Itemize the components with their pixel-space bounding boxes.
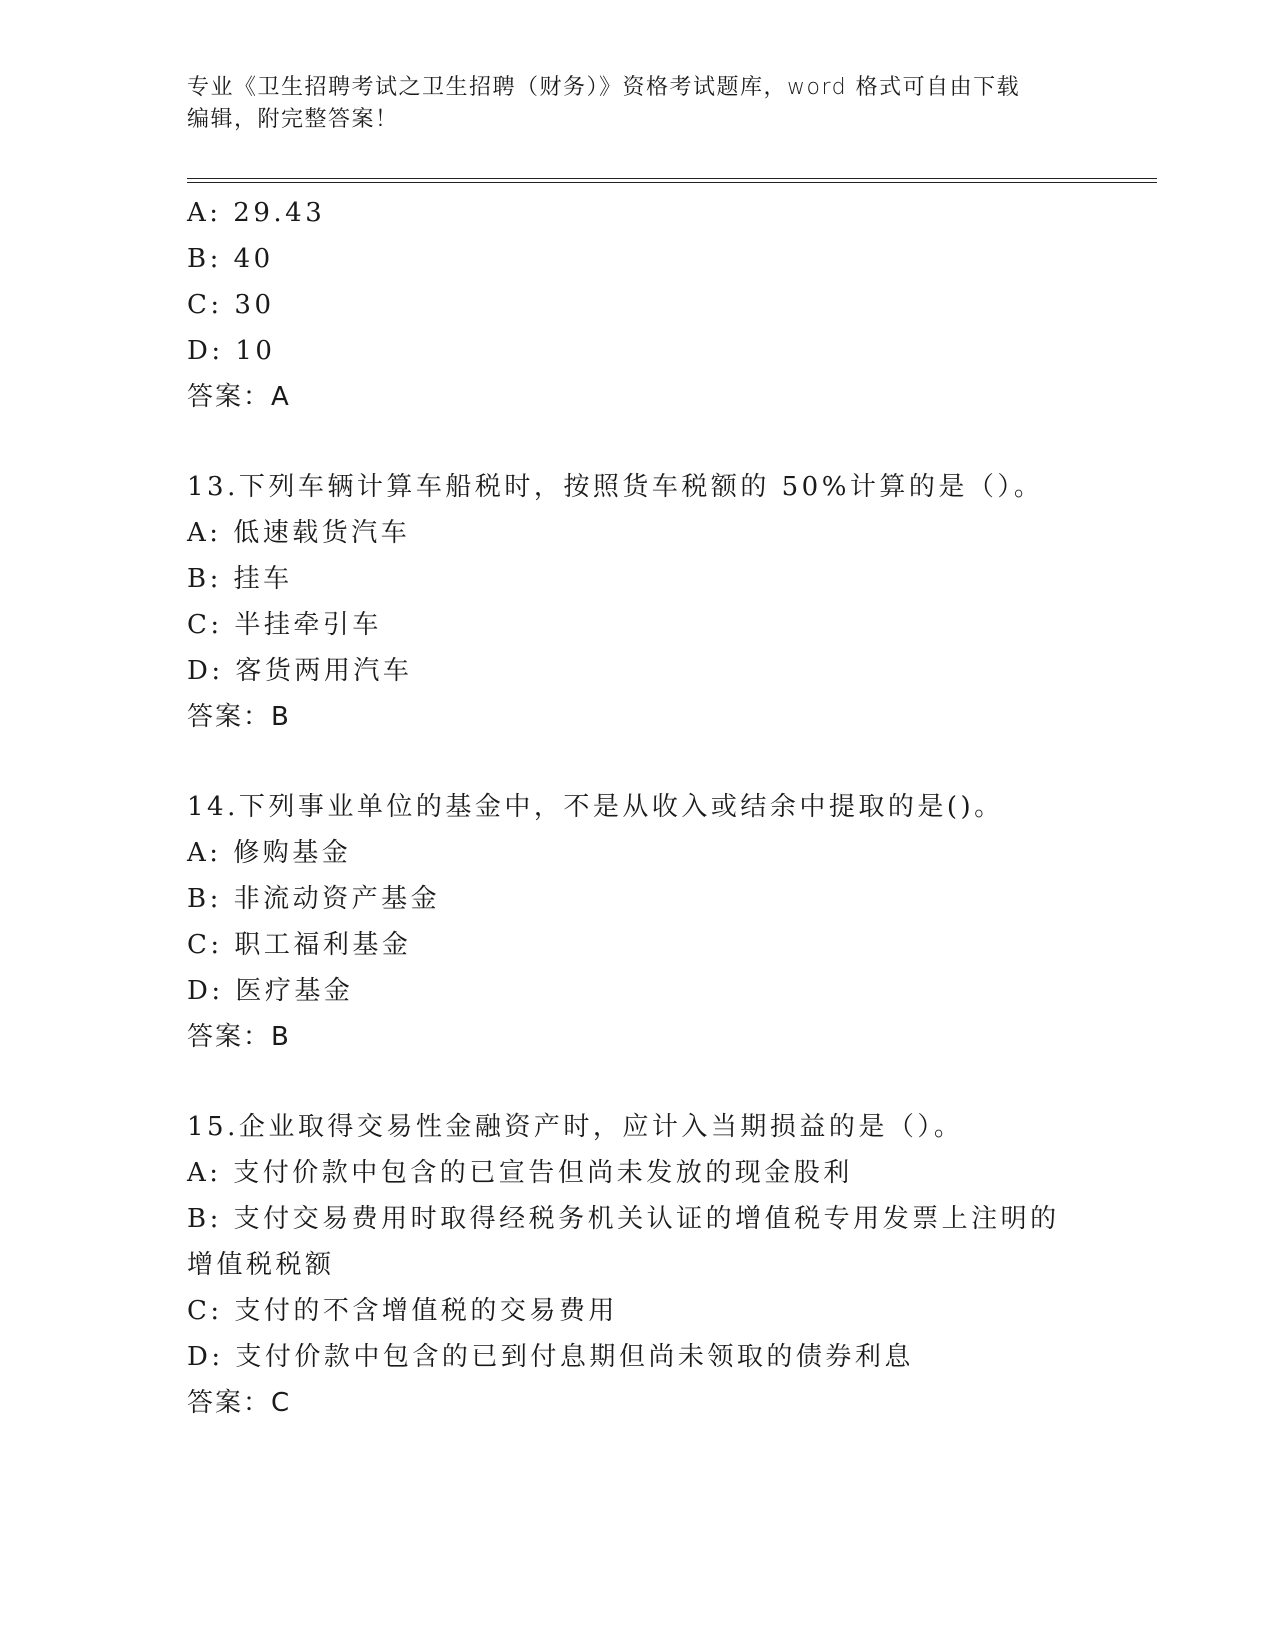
question-block-14 [187,784,1087,1060]
answer-line: 答案：B [187,702,291,732]
question-block-15 [187,1104,1087,1426]
answer-line: 答案：C [187,1388,292,1418]
header-line-2: 编辑，附完整答案！ [187,107,399,132]
option-c: C: 支付的不含增值税的交易费用 [187,1296,618,1326]
option-b: B: 支付交易费用时取得经税务机关认证的增值税专用发票上注明的增值税税额 [187,1204,1060,1280]
option-c: C: 半挂牵引车 [187,610,382,640]
option-d: D: 医疗基金 [187,976,354,1006]
option-a: A: 29.43 [187,198,326,228]
option-a: A: 支付价款中包含的已宣告但尚未发放的现金股利 [187,1158,853,1188]
question-text: 13.下列车辆计算车船税时，按照货车税额的 50%计算的是（）。 [187,472,1044,502]
question-block-13 [187,464,1087,740]
header-divider-top [187,178,1157,179]
question-text: 14.下列事业单位的基金中，不是从收入或结余中提取的是()。 [187,792,1004,822]
answer-line: 答案：A [187,382,291,412]
option-b: B: 40 [187,244,274,274]
option-b: B: 挂车 [187,564,293,594]
option-d: D: 客货两用汽车 [187,656,413,686]
option-a: A: 低速载货汽车 [187,518,411,548]
question-list [187,190,1087,1426]
option-c: C: 30 [187,290,275,320]
option-b: B: 非流动资产基金 [187,884,441,914]
answer-line: 答案：B [187,1022,291,1052]
option-d: D: 10 [187,336,276,366]
question-text: 15.企业取得交易性金融资产时，应计入当期损益的是（）。 [187,1112,964,1142]
option-a: A: 修购基金 [187,838,352,868]
question-block-12 [187,190,1087,420]
header-divider-bottom [187,182,1157,183]
document-header [187,72,1087,136]
header-line-1: 专业《卫生招聘考试之卫生招聘（财务）》资格考试题库，word 格式可自由下载 [187,75,1021,100]
option-d: D: 支付价款中包含的已到付息期但尚未领取的债券利息 [187,1342,914,1372]
option-c: C: 职工福利基金 [187,930,412,960]
